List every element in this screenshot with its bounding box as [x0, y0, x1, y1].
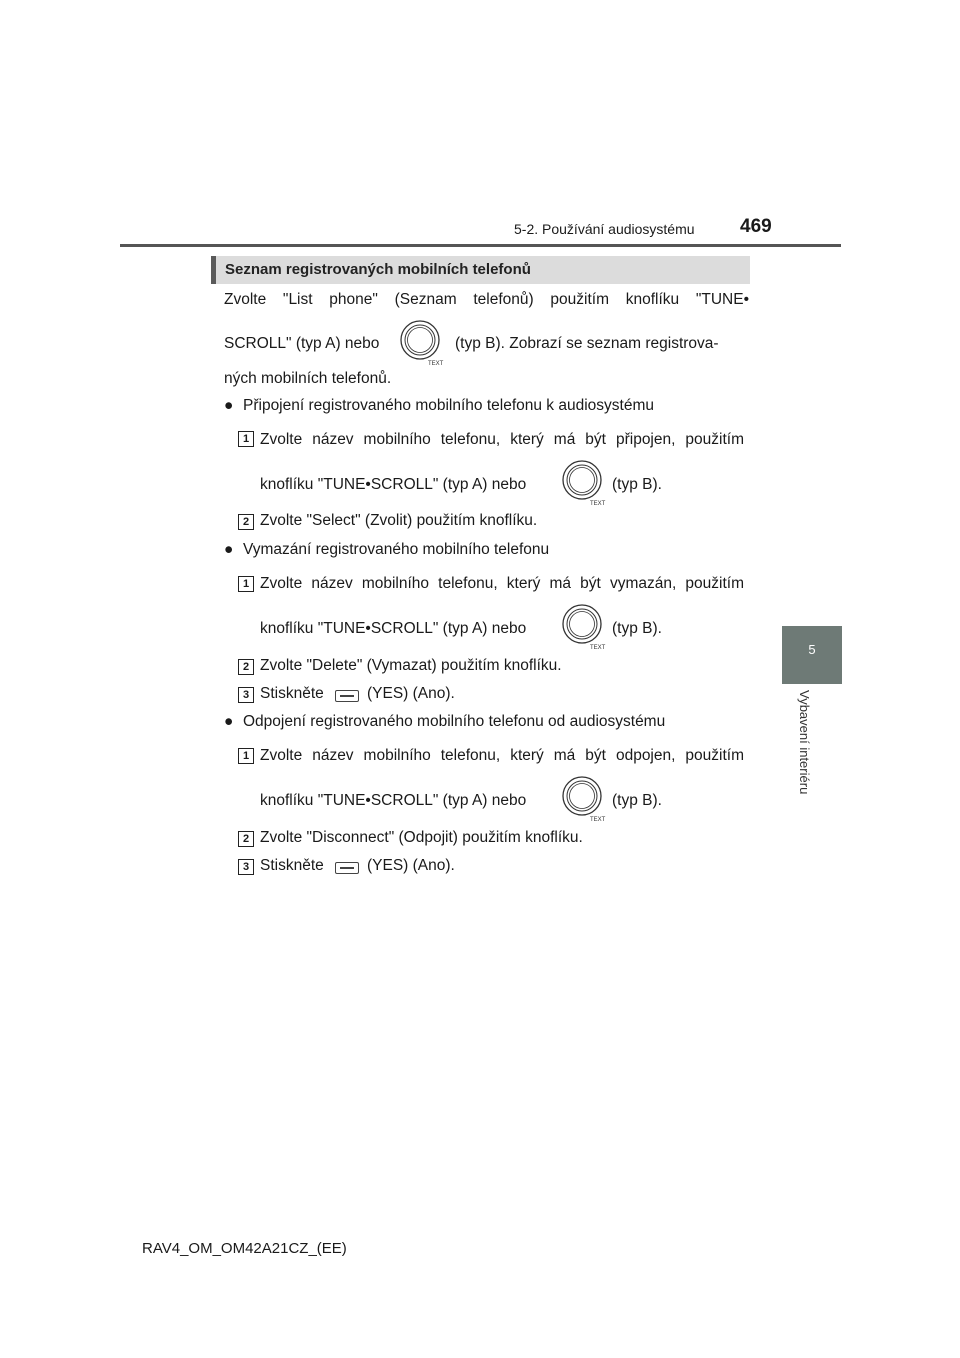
- bullet-icon: ●: [224, 541, 234, 558]
- bullet-title-3: Odpojení registrovaného mobilního telefonu od audiosystému: [243, 713, 666, 730]
- step-text-line2b: (typ B).: [612, 792, 662, 809]
- step-text-line2a: knoflíku "TUNE•SCROLL" (typ A) nebo: [260, 792, 527, 809]
- step-text-line1: Zvolte název mobilního telefonu, který má být odpojen, použitím: [260, 747, 744, 764]
- step-text-a: Stiskněte: [260, 685, 324, 702]
- document-code: RAV4_OM_OM42A21CZ_(EE): [142, 1240, 347, 1257]
- chapter-label: Vybavení interiéru: [797, 690, 812, 795]
- bullet-icon: ●: [224, 397, 234, 414]
- tune-knob-icon: [560, 774, 608, 822]
- step-number-badge: 3: [238, 687, 254, 703]
- knob-label: TEXT: [590, 501, 606, 506]
- header-section-title: 5-2. Používání audiosystému: [514, 221, 695, 237]
- tune-knob-icon: [560, 458, 608, 506]
- step-text-b: (YES) (Ano).: [367, 685, 455, 702]
- page-number: 469: [740, 216, 772, 237]
- step-number-badge: 1: [238, 431, 254, 447]
- step-number-badge: 2: [238, 514, 254, 530]
- step-text-line1: Zvolte název mobilního telefonu, který má být připojen, použitím: [260, 431, 744, 448]
- intro-line-2b: (typ B). Zobrazí se seznam registrova-: [455, 335, 719, 352]
- knob-label: TEXT: [590, 645, 606, 650]
- section-heading-text: Seznam registrovaných mobilních telefonů: [225, 261, 531, 278]
- step-text-b: (YES) (Ano).: [367, 857, 455, 874]
- step-text-line2b: (typ B).: [612, 620, 662, 637]
- section-heading: [211, 256, 750, 284]
- step-number-badge: 1: [238, 748, 254, 764]
- step-text-a: Stiskněte: [260, 857, 324, 874]
- step-text-line2a: knoflíku "TUNE•SCROLL" (typ A) nebo: [260, 476, 527, 493]
- tune-knob-icon: [560, 602, 608, 650]
- yes-button-icon: [335, 862, 359, 874]
- yes-button-icon: [335, 690, 359, 702]
- step-text: Zvolte "Select" (Zvolit) použitím knoflíku.: [260, 512, 538, 529]
- step-number-badge: 2: [238, 831, 254, 847]
- knob-label: TEXT: [428, 361, 444, 366]
- header-divider: [120, 244, 841, 247]
- step-text: Zvolte "Disconnect" (Odpojit) použitím knoflíku.: [260, 829, 583, 846]
- intro-line-1: Zvolte "List phone" (Seznam telefonů) použitím knoflíku "TUNE•: [224, 291, 749, 308]
- step-number-badge: 3: [238, 859, 254, 875]
- step-number-badge: 1: [238, 576, 254, 592]
- step-text-line2b: (typ B).: [612, 476, 662, 493]
- tune-knob-icon: [398, 318, 446, 366]
- step-text: Zvolte "Delete" (Vymazat) použitím knoflíku.: [260, 657, 562, 674]
- section-heading-bar: [211, 256, 216, 284]
- step-number-badge: 2: [238, 659, 254, 675]
- intro-line-3: ných mobilních telefonů.: [224, 370, 392, 387]
- intro-line-2a: SCROLL" (typ A) nebo: [224, 335, 380, 352]
- step-text-line1: Zvolte název mobilního telefonu, který má být vymazán, použitím: [260, 575, 744, 592]
- step-text-line2a: knoflíku "TUNE•SCROLL" (typ A) nebo: [260, 620, 527, 637]
- chapter-number: 5: [808, 642, 816, 657]
- bullet-title-1: Připojení registrovaného mobilního telefonu k audiosystému: [243, 397, 654, 414]
- knob-label: TEXT: [590, 817, 606, 822]
- bullet-title-2: Vymazání registrovaného mobilního telefonu: [243, 541, 550, 558]
- bullet-icon: ●: [224, 713, 234, 730]
